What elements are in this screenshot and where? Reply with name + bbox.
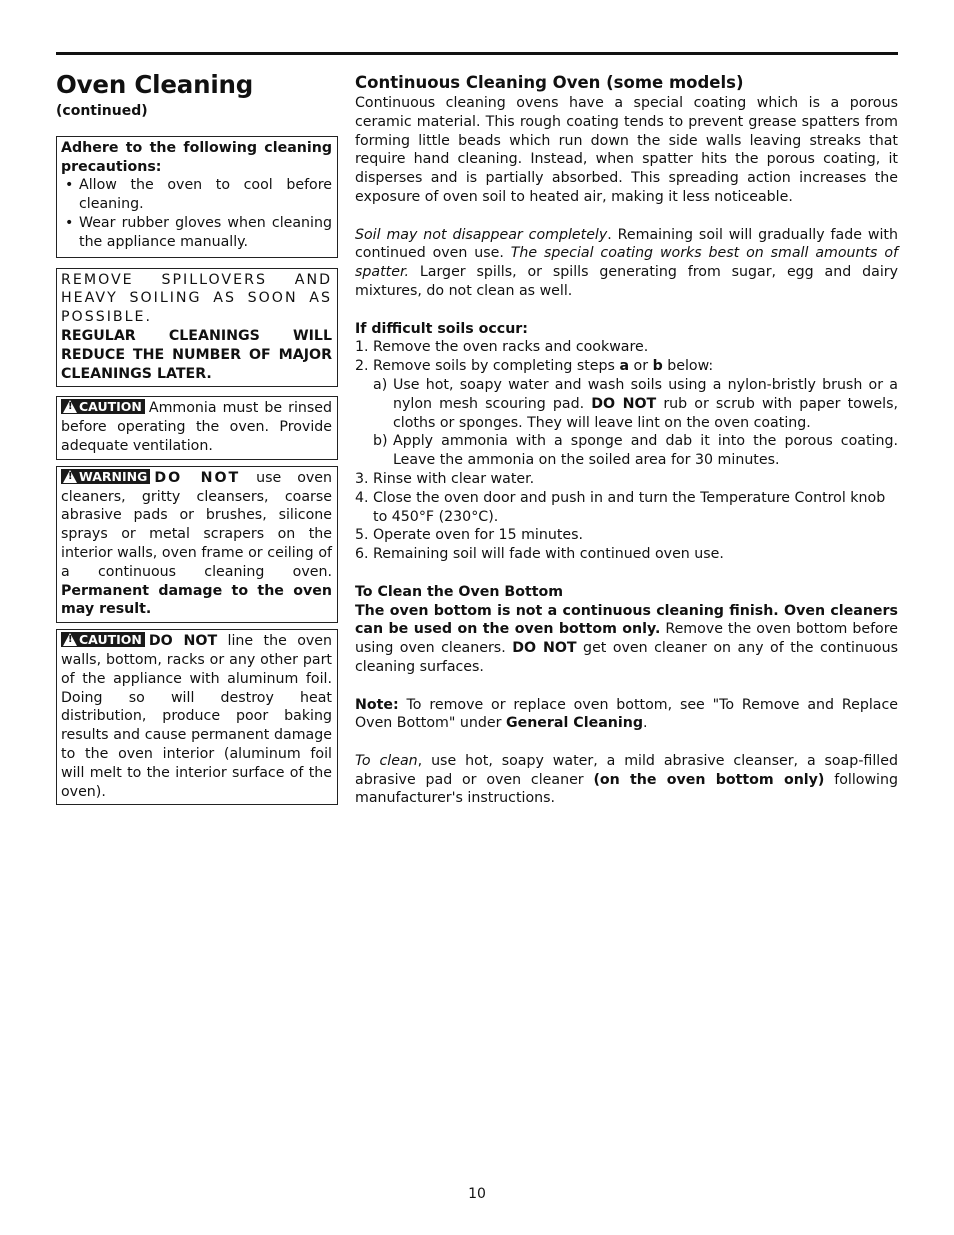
step-item: 1. Remove the oven racks and cookware. [355,339,649,356]
caution-box-foil [56,629,338,805]
page-subtitle: (continued) [56,103,148,119]
precautions-box [56,136,338,258]
warning-triangle-icon [63,470,77,483]
precaution-item: • Allow the oven to cool before cleaning. [61,176,332,214]
intro-paragraph: Continuous cleaning ovens have a special coating which is a porous ceramic material. This rough coating tends to prevent grease spatters from forming little beads which run down the side walls leaving streaks that require hand cleaning. Instead, when spatter hits the porous coating, it disperses and is partially absorbed. This spreading action increases the exposure of oven soil to heated air, making it less noticeable. [355,95,898,205]
step-item: 4. Close the oven door and push in and turn the Temperature Control knob to 450°F (230°C). [355,489,886,525]
to-clean-paragraph: To clean, use hot, soapy water, a mild abrasive cleanser, a soap-filled abrasive pad or oven cleaner (on the oven bottom only) following manufacturer's instructions. [355,752,898,807]
spillovers-bold-text: REGULAR CLEANINGS WILL REDUCE THE NUMBER OF MAJOR CLEANINGS LATER. [61,327,332,382]
caution-badge: !CAUTION [61,399,145,414]
spillovers-box [56,268,338,388]
caution-text: Ammonia must be rinsed before operating the oven. Provide adequate ventilation. [61,400,332,454]
spillovers-text: REMOVE SPILLOVERS AND HEAVY SOILING AS SOON AS POSSIBLE. [61,271,332,326]
step-item: 3. Rinse with clear water. [355,470,535,487]
step-item: 6. Remaining soil will fade with continued oven use. [355,546,724,563]
step-item: 2. Remove soils by completing steps a or b below: [355,358,714,375]
left-column [56,70,338,805]
substep-item: a) Use hot, soapy water and wash soils using a nylon-bristly brush or a nylon mesh scouring pad. DO NOT rub or scrub with paper towels, cloths or sponges. They will leave lint on the oven coating. [373,376,899,431]
warning-lead: DO NOT [154,469,241,486]
warning-bold-end: Permanent damage to the oven may result. [61,582,332,618]
caution-text: line the oven walls, bottom, racks or any other part of the appliance with aluminum foil. Doing so will destroy heat distribution, produce poor baking results and cause permanent damage to the oven interior (aluminum foil will melt to the interior surface of the oven). [61,633,332,800]
warning-triangle-icon [63,400,77,413]
caution-box-ammonia [56,396,338,459]
caution-lead: DO NOT [148,633,218,650]
substeps-list [355,376,898,470]
oven-bottom-paragraph: The oven bottom is not a continuous cleaning finish. Oven cleaners can be used on the oven bottom only. Remove the oven bottom before using oven cleaners. DO NOT get oven cleaner on any of the continuous cleaning surfaces. [355,602,898,675]
step-item: 5. Operate oven for 15 minutes. [355,527,584,544]
warning-text: use oven cleaners, gritty cleansers, coarse abrasive pads or brushes, silicone sprays or metal scrapers on the interior walls, oven frame or ceiling of a continuous cleaning oven. [61,469,332,580]
soil-paragraph: Soil may not disappear completely. Remaining soil will gradually fade with continued oven use. The special coating works best on small amounts of spatter. Larger spills, or spills generating from sugar, egg and dairy mixtures, do not clean as well. [355,226,898,299]
page-title: Oven Cleaning [56,70,254,99]
page-number: 10 [468,1186,486,1202]
oven-bottom-heading: To Clean the Oven Bottom [355,583,564,600]
note-paragraph: Note: To remove or replace oven bottom, see "To Remove and Replace Oven Bottom" under General Cleaning. [355,696,898,732]
precautions-heading: Adhere to the following cleaning precautions: [61,139,332,175]
steps-list-continued [355,470,898,564]
right-column [355,72,898,808]
caution-badge: !CAUTION [61,632,145,647]
precaution-item: • Wear rubber gloves when cleaning the appliance manually. [61,214,332,252]
warning-box [56,466,338,623]
steps-list [355,338,898,376]
section-heading: Continuous Cleaning Oven (some models) [355,73,744,92]
substep-item: b) Apply ammonia with a sponge and dab it into the porous coating. Leave the ammonia on the soiled area for 30 minutes. [373,433,898,469]
difficult-heading: If difficult soils occur: [355,320,528,337]
precautions-list [61,176,332,251]
warning-triangle-icon [63,633,77,646]
warning-badge: !WARNING [61,469,150,484]
top-rule [56,52,898,55]
